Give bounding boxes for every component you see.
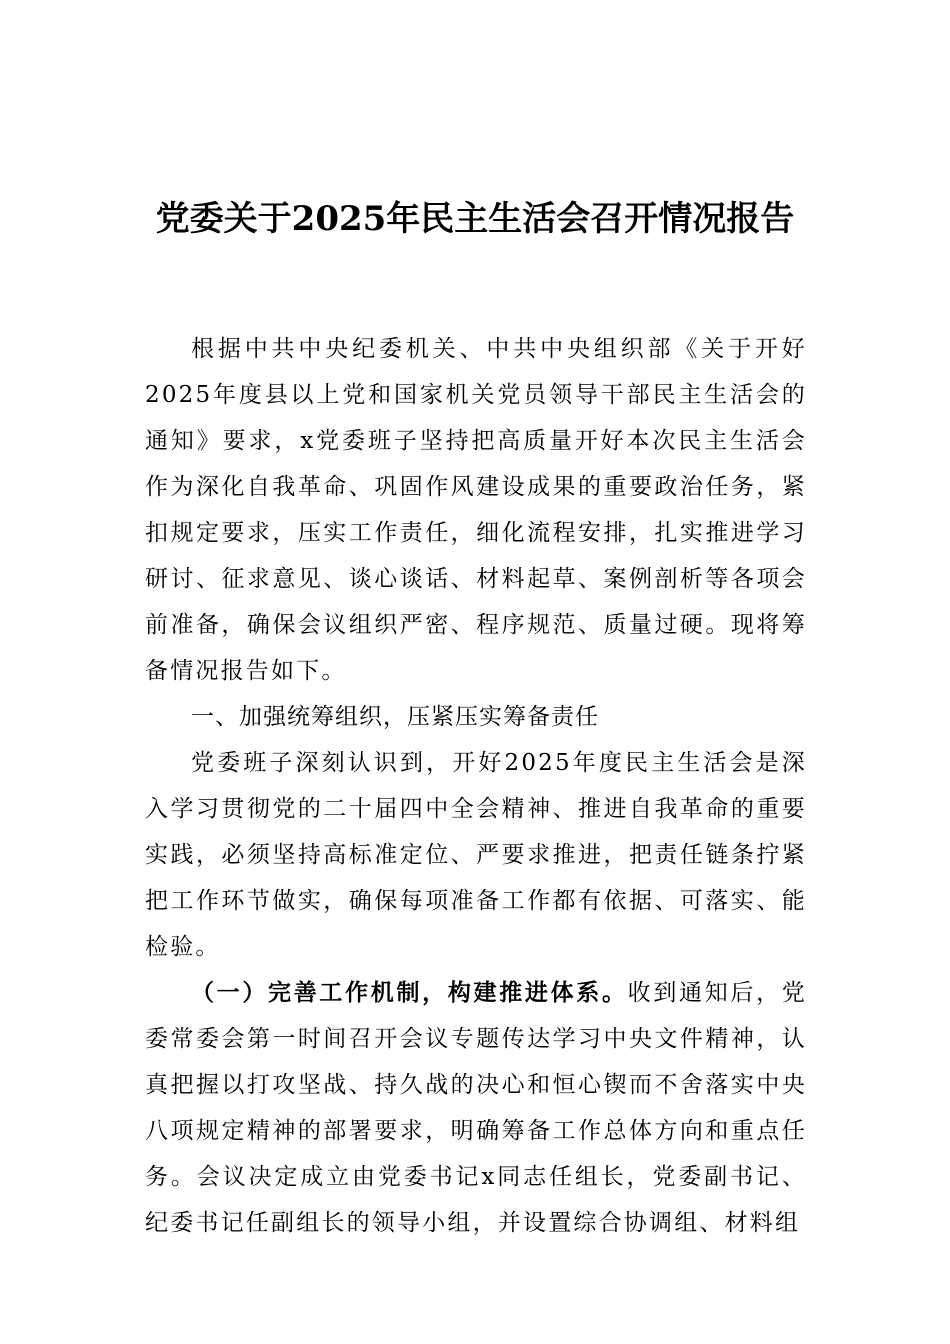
document-title: 党委关于2025年民主生活会召开情况报告 bbox=[155, 199, 795, 239]
subsection-lead: （一）完善工作机制，构建推进体系。 bbox=[191, 979, 628, 1006]
subsection-text: 收到通知后，党委常委会第一时间召开会议专题传达学习中央文件精神，认真把握以打攻坚战、持久战的决心和恒心锲而不舍落实中央八项规定精神的部署要求，明确筹备工作总体方向和重点任务。会议决定成立由党委书记x同志任组长，党委副书记、纪委书记任副组长的领导小组，并设置综合协调组、材料组 bbox=[145, 980, 807, 1236]
intro-paragraph: 根据中共中央纪委机关、中共中央组织部《关于开好2025年度县以上党和国家机关党员领导干部民主生活会的通知》要求，x党委班子坚持把高质量开好本次民主生活会作为深化自我革命、巩固作风建设成果的重要政治任务，紧扣规定要求，压实工作责任，细化流程安排，扎实推进学习研讨、征求意见、谈心谈话、材料起草、案例剖析等各项会前准备，确保会议组织严密、程序规范、质量过硬。现将筹备情况报告如下。 bbox=[145, 336, 807, 684]
section-heading: 一、加强统筹组织，压紧压实筹备责任 bbox=[191, 704, 599, 730]
document-body bbox=[145, 326, 807, 1246]
subsection-paragraph bbox=[145, 970, 807, 1246]
section-paragraph: 党委班子深刻认识到，开好2025年度民主生活会是深入学习贯彻党的二十届四中全会精神、推进自我革命的重要实践，必须坚持高标准定位、严要求推进，把责任链条拧紧把工作环节做实，确保每项准备工作都有依据、可落实、能检验。 bbox=[145, 750, 807, 960]
